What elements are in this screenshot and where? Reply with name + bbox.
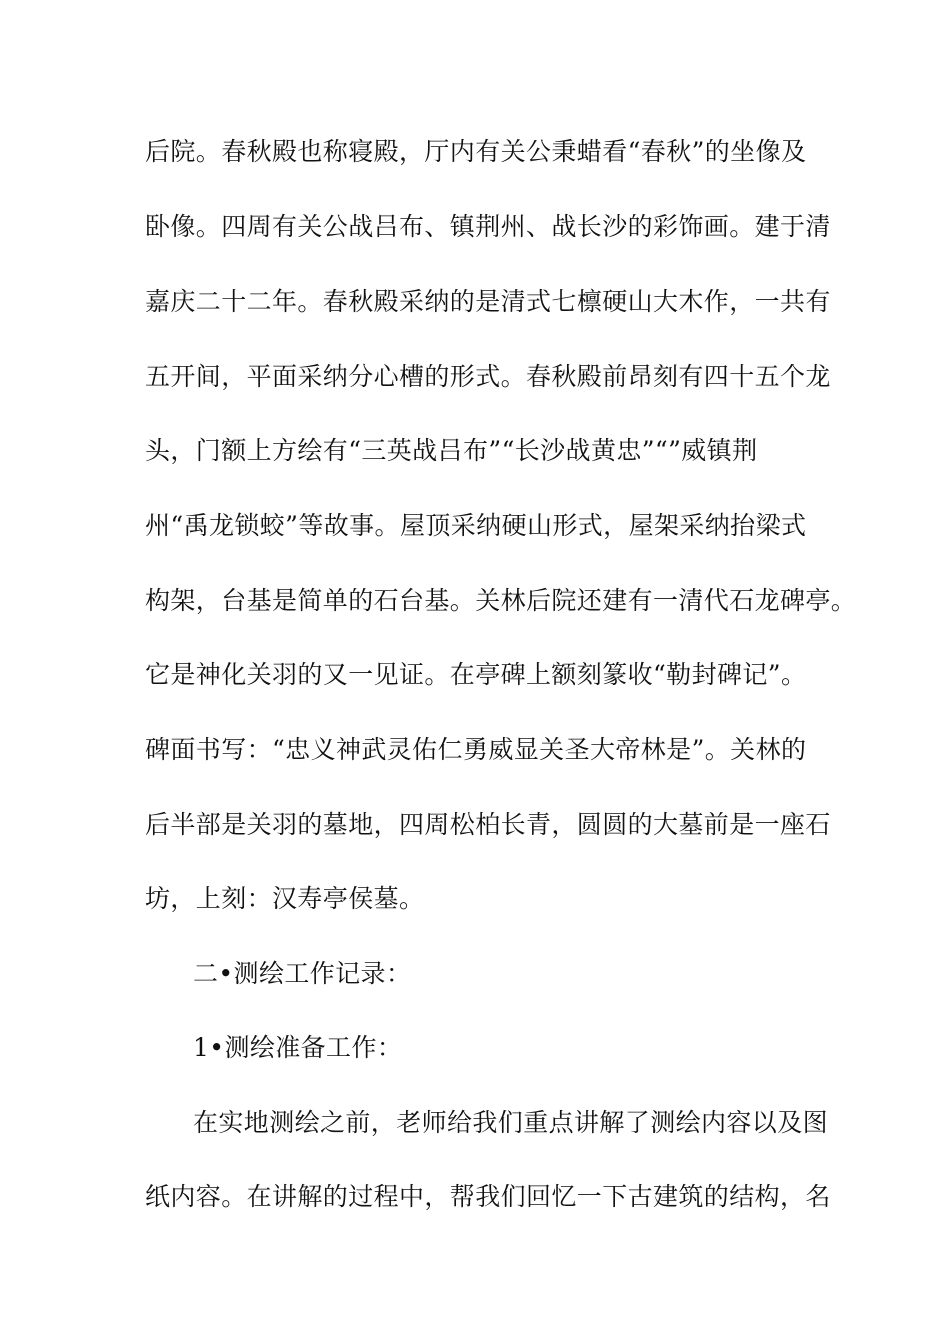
body-text-line: 构架，台基是简单的石台基。关林后院还建有一清代石龙碑亭。 — [145, 586, 857, 615]
body-text-line: 嘉庆二十二年。春秋殿采纳的是清式七檩硬山大木作，一共有 — [145, 287, 831, 316]
subsection-heading: 1•测绘准备工作： — [193, 1033, 403, 1062]
body-text-line: 纸内容。在讲解的过程中，帮我们回忆一下古建筑的结构，名 — [145, 1182, 831, 1211]
body-text-line: 后半部是关羽的墓地，四周松柏长青，圆圆的大墓前是一座石 — [145, 810, 831, 839]
body-text-line: 后院。春秋殿也称寝殿，厅内有关公秉蜡看“春秋”的坐像及 — [145, 137, 807, 166]
section-heading: 二•测绘工作记录： — [193, 959, 412, 988]
body-text-line: 碑面书写：“忠义神武灵佑仁勇威显关圣大帝林是”。关林的 — [145, 735, 807, 764]
body-text-line: 五开间，平面采纳分心槽的形式。春秋殿前昂刻有四十五个龙 — [145, 362, 831, 391]
body-text-line: 它是神化关羽的又一见证。在亭碑上额刻篆收“勒封碑记”。 — [145, 660, 807, 689]
body-text-line: 头，门额上方绘有“三英战吕布”“长沙战黄忠”“”威镇荆 — [145, 436, 758, 465]
paragraph-first-line: 在实地测绘之前，老师给我们重点讲解了测绘内容以及图 — [193, 1108, 829, 1137]
body-text-line: 坊，上刻：汉寿亭侯墓。 — [145, 884, 425, 913]
body-text-line: 卧像。四周有关公战吕布、镇荆州、战长沙的彩饰画。建于清 — [145, 212, 831, 241]
body-text-line: 州“禹龙锁蛟”等故事。屋顶采纳硬山形式，屋架采纳抬梁式 — [145, 511, 807, 540]
